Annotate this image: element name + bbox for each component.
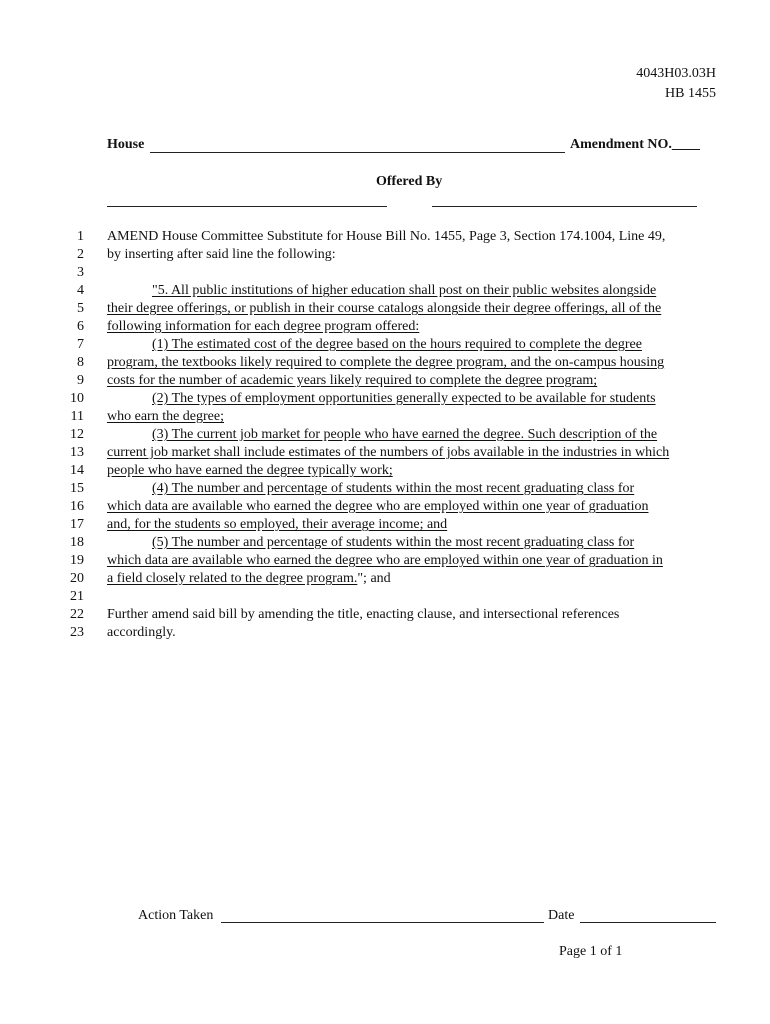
line-number: 6: [77, 319, 84, 334]
inserted-text: program, the textbooks likely required to complete the degree program, and the on-campus housing: [107, 355, 665, 370]
line-number: 3: [77, 265, 84, 280]
inserted-text: costs for the number of academic years likely required to complete the degree program;: [107, 373, 598, 388]
body-line: [0, 300, 770, 318]
line-text: [152, 480, 634, 498]
house-blank-line: [150, 152, 565, 153]
line-content: by inserting after said line the following:: [107, 247, 336, 262]
body-line: [0, 228, 770, 246]
line-number: 4: [77, 283, 84, 298]
line-text: [107, 372, 597, 390]
line-content: AMEND House Committee Substitute for House Bill No. 1455, Page 3, Section 174.1004, Line 49,: [107, 229, 666, 244]
line-number: 8: [77, 355, 84, 370]
line-text: [107, 462, 393, 480]
line-content: accordingly.: [107, 625, 176, 640]
line-text: [107, 246, 336, 264]
line-text: [107, 552, 663, 570]
body-line: [0, 246, 770, 264]
line-text: [107, 354, 664, 372]
action-taken-line: [221, 922, 544, 923]
line-tail: "; and: [357, 571, 391, 586]
line-text: [107, 606, 619, 624]
body-line: [0, 552, 770, 570]
line-number: 21: [70, 589, 84, 604]
sponsor-line-1: [107, 206, 387, 207]
line-number: 23: [70, 625, 84, 640]
body-line: [0, 444, 770, 462]
line-text: [107, 570, 391, 588]
inserted-text: current job market shall include estimates of the numbers of jobs available in the industries in which: [107, 445, 670, 460]
body-line: [0, 318, 770, 336]
body-line: [0, 336, 770, 354]
line-number: 1: [77, 229, 84, 244]
line-number: 12: [70, 427, 84, 442]
body-line: [0, 516, 770, 534]
date-label: Date: [548, 908, 575, 923]
line-text: [107, 498, 649, 516]
document-code: 4043H03.03H: [636, 66, 716, 81]
body-line: [0, 624, 770, 642]
line-text: [152, 282, 656, 300]
line-text: [107, 444, 669, 462]
line-text: [107, 516, 447, 534]
body-line: [0, 498, 770, 516]
body-line: [0, 282, 770, 300]
house-label: House: [107, 137, 145, 152]
body-line: [0, 408, 770, 426]
body-line: [0, 570, 770, 588]
line-number: 5: [77, 301, 84, 316]
line-text: [152, 426, 657, 444]
body-line: [0, 264, 770, 282]
bill-number: HB 1455: [665, 86, 716, 101]
line-number: 20: [70, 571, 84, 586]
body-line: [0, 354, 770, 372]
action-taken-label: Action Taken: [138, 908, 214, 923]
inserted-text: people who have earned the degree typically work;: [107, 463, 393, 478]
line-number: 2: [77, 247, 84, 262]
line-number: 11: [70, 409, 84, 424]
amendment-number: Amendment NO.____: [570, 137, 700, 152]
inserted-text: following information for each degree program offered:: [107, 319, 420, 334]
body-line: [0, 480, 770, 498]
line-text: [152, 390, 656, 408]
line-number: 15: [70, 481, 84, 496]
line-number: 14: [70, 463, 84, 478]
inserted-text: and, for the students so employed, their average income; and: [107, 517, 448, 532]
line-text: [152, 534, 634, 552]
inserted-text: which data are available who earned the degree who are employed within one year of graduation: [107, 499, 649, 514]
line-number: 19: [70, 553, 84, 568]
line-text: [107, 624, 176, 642]
body-line: [0, 426, 770, 444]
inserted-text: (4) The number and percentage of students within the most recent graduating class for: [152, 481, 635, 496]
offered-by-label: Offered By: [376, 174, 443, 189]
line-number: 16: [70, 499, 84, 514]
body-line: [0, 390, 770, 408]
line-number: 10: [70, 391, 84, 406]
sponsor-line-2: [432, 206, 697, 207]
inserted-text: (2) The types of employment opportunities generally expected to be available for students: [152, 391, 656, 406]
inserted-text: (3) The current job market for people who have earned the degree. Such description of the: [152, 427, 658, 442]
line-text: [107, 318, 419, 336]
line-number: 17: [70, 517, 84, 532]
line-number: 13: [70, 445, 84, 460]
inserted-text: their degree offerings, or publish in their course catalogs alongside their degree offerings, all of the: [107, 301, 662, 316]
inserted-text: a field closely related to the degree program.: [107, 571, 358, 586]
body-line: [0, 606, 770, 624]
body-line: [0, 372, 770, 390]
body-line: [0, 534, 770, 552]
body-line: [0, 588, 770, 606]
inserted-text: which data are available who earned the degree who are employed within one year of graduation in: [107, 553, 663, 568]
inserted-text: (5) The number and percentage of students within the most recent graduating class for: [152, 535, 635, 550]
line-text: [107, 300, 661, 318]
line-content: Further amend said bill by amending the title, enacting clause, and intersectional references: [107, 607, 620, 622]
page-number: Page 1 of 1: [559, 944, 623, 959]
line-number: 18: [70, 535, 84, 550]
line-text: [152, 336, 642, 354]
line-text: [107, 408, 224, 426]
line-number: 9: [77, 373, 84, 388]
inserted-text: "5. All public institutions of higher education shall post on their public websites alongside: [152, 283, 657, 298]
line-number: 7: [77, 337, 84, 352]
line-number: 22: [70, 607, 84, 622]
line-text: [107, 228, 665, 246]
inserted-text: who earn the degree;: [107, 409, 224, 424]
body-line: [0, 462, 770, 480]
date-line: [580, 922, 716, 923]
inserted-text: (1) The estimated cost of the degree based on the hours required to complete the degree: [152, 337, 642, 352]
